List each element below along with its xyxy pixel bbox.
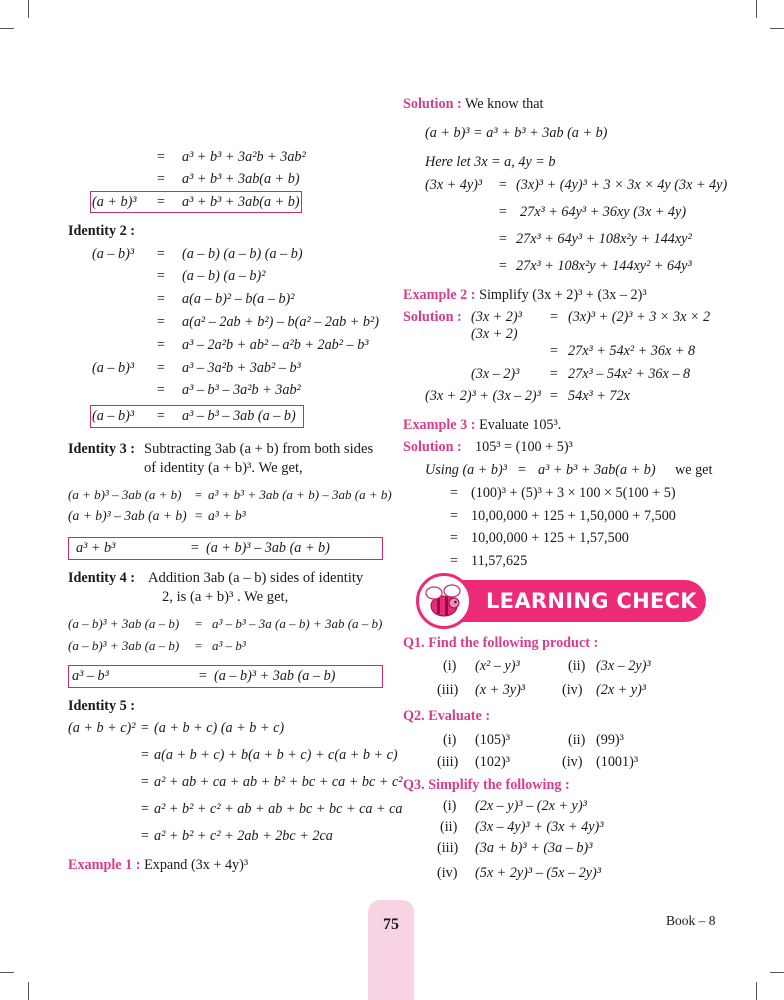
equation-eq: =: [156, 337, 166, 353]
equation-line: =: [156, 149, 166, 165]
q2-item-expr: (105)³: [475, 732, 510, 748]
equation-rhs: (a – b) (a – b) (a – b): [182, 246, 303, 262]
crop-mark: [770, 28, 784, 29]
equation-eq: =: [194, 616, 203, 631]
equation-rhs: a² + b² + c² + ab + ab + bc + bc + ca + ca: [154, 801, 403, 817]
q1-item-number: (iii): [437, 682, 459, 698]
boxed-rhs: (a – b)³ + 3ab (a – b): [214, 668, 336, 684]
q3-item-number: (iv): [437, 865, 458, 881]
equation-lhs: (a – b)³ + 3ab (a – b): [68, 638, 180, 653]
crop-mark: [756, 982, 757, 1000]
equation-lhs: (a – b)³: [92, 360, 135, 376]
boxed-lhs: (a + b)³: [92, 194, 137, 210]
equation-rhs: (a – b) (a – b)²: [182, 268, 266, 284]
equation-rhs: a³ – b³: [212, 638, 246, 653]
equation-rhs: a² + ab + ca + ab + b² + bc + ca + bc + c²: [154, 774, 403, 790]
solution-1-here-let: Here let 3x = a, 4y = b: [425, 154, 556, 170]
page-number-tab: [368, 900, 414, 1000]
identity-4-text: 2, is (a + b)³ . We get,: [162, 589, 289, 605]
equation-eq: =: [140, 801, 150, 817]
solution-3-label: Solution :: [403, 439, 462, 455]
boxed-lhs: a³ + b³: [76, 540, 116, 556]
q2-item-expr: (99)³: [596, 732, 624, 748]
equation-rhs: a³ – 2a²b + ab² – a²b + 2ab² – b³: [182, 337, 369, 353]
equation-eq: =: [498, 258, 508, 274]
boxed-lhs: (a – b)³: [92, 408, 135, 424]
equation-lhs: (a + b)³ – 3ab (a + b): [68, 508, 187, 523]
q2-item-number: (iii): [437, 754, 459, 770]
q1-item-number: (i): [443, 658, 457, 674]
equation-rhs: 54x³ + 72x: [568, 388, 630, 404]
solution-1-identity: (a + b)³ = a³ + b³ + 3ab (a + b): [425, 125, 608, 141]
crop-mark: [28, 0, 29, 18]
example-3-label: Example 3 :: [403, 417, 476, 433]
boxed-eq: =: [156, 408, 166, 424]
equation-rhs: a² + b² + c² + 2ab + 2bc + 2ca: [154, 828, 333, 844]
q2-item-expr: (102)³: [475, 754, 510, 770]
identity-3-text: Subtracting 3ab (a + b) from both sides: [144, 441, 374, 457]
equation-eq: =: [450, 530, 459, 546]
equation-eq: =: [450, 485, 459, 501]
equation-rhs: 10,00,000 + 125 + 1,50,000 + 7,500: [471, 508, 676, 524]
q1-item-expr: (x² – y)³: [475, 658, 520, 674]
equation-eq: =: [194, 638, 203, 653]
identity-3-text: of identity (a + b)³. We get,: [144, 460, 303, 476]
q3-label: Q3.: [403, 777, 425, 793]
q2-title: Evaluate :: [428, 708, 491, 724]
q1-title: Find the following product :: [428, 635, 599, 651]
equation-rhs: 10,00,000 + 125 + 1,57,500: [471, 530, 629, 546]
solution-3-using-tail: we get: [675, 462, 713, 478]
crop-mark: [770, 972, 784, 973]
q3-item-number: (iii): [437, 840, 459, 856]
q2-item-expr: (1001)³: [596, 754, 639, 770]
equation-lhs: (a – b)³ + 3ab (a – b): [68, 616, 180, 631]
equation-rhs: 27x³ – 54x² + 36x – 8: [568, 366, 691, 382]
crop-mark: [0, 972, 14, 973]
q1-item-number: (iv): [562, 682, 583, 698]
q3-header: [403, 776, 570, 794]
equation-rhs: (a + b + c) (a + b + c): [154, 720, 285, 736]
q2-item-number: (iv): [562, 754, 583, 770]
equation-eq: =: [194, 487, 203, 502]
equation-eq: =: [194, 508, 204, 523]
q3-item-number: (i): [443, 798, 457, 814]
q1-label: Q1.: [403, 635, 425, 651]
equation-rhs: a³ – b³ – 3a (a – b) + 3ab (a – b): [212, 616, 383, 631]
solution-3-first: 105³ = (100 + 5)³: [475, 439, 573, 455]
boxed-eq: =: [198, 668, 208, 684]
equation-lhs: (a – b)³: [92, 246, 135, 262]
equation-rhs: (3x)³ + (4y)³ + 3 × 3x × 4y (3x + 4y): [516, 177, 728, 193]
equation-rhs: 11,57,625: [471, 553, 528, 569]
q3-item-expr: (2x – y)³ – (2x + y)³: [475, 798, 587, 814]
identity-2-title: Identity 2 :: [68, 223, 135, 239]
equation-rhs: a³ – b³ – 3a²b + 3ab²: [182, 382, 301, 398]
boxed-eq: =: [156, 194, 166, 210]
q3-item-expr: (5x + 2y)³ – (5x – 2y)³: [475, 865, 602, 881]
equation-rhs: a(a + b + c) + b(a + b + c) + c(a + b + c): [154, 747, 398, 763]
identity-3-title: Identity 3 :: [68, 441, 135, 457]
equation-eq: =: [156, 268, 166, 284]
equation-rhs: 27x³ + 108x²y + 144xy² + 64y³: [516, 258, 692, 274]
equation-rhs: a³ + b³ + 3ab(a + b): [182, 171, 300, 187]
q2-item-number: (i): [443, 732, 457, 748]
boxed-rhs: (a + b)³ – 3ab (a + b): [206, 540, 330, 556]
crop-mark: [28, 982, 29, 1000]
example-2-text: Simplify (3x + 2)³ + (3x – 2)³: [479, 287, 647, 303]
equation-eq: =: [549, 366, 559, 382]
equation-eq: =: [140, 720, 150, 736]
q3-item-expr: (3x – 4y)³ + (3x + 4y)³: [475, 819, 604, 835]
solution-1-label: Solution :: [403, 96, 462, 112]
equation-rhs: a(a – b)² – b(a – b)²: [182, 291, 295, 307]
equation-rhs: (100)³ + (5)³ + 3 × 100 × 5(100 + 5): [471, 485, 676, 501]
equation-rhs: (3x)³ + (2)³ + 3 × 3x × 2: [568, 309, 711, 325]
crop-mark: [0, 28, 14, 29]
q1-header: [403, 634, 598, 652]
q2-item-number: (ii): [568, 732, 586, 748]
example-2-label: Example 2 :: [403, 287, 476, 303]
solution-1-header: [403, 95, 544, 113]
equation-rhs: 27x³ + 64y³ + 36xy (3x + 4y): [520, 204, 687, 220]
equation-rhs: a³ + b³ + 3a²b + 3ab²: [182, 149, 306, 165]
bee-icon: [419, 576, 469, 626]
example-1-text: Expand (3x + 4y)³: [144, 857, 249, 873]
equation-eq: =: [498, 231, 508, 247]
equation-eq: =: [549, 343, 559, 359]
example-1: [68, 856, 248, 874]
boxed-eq: =: [190, 540, 200, 556]
equation-lhs: (a + b + c)²: [68, 720, 136, 736]
equation-eq: =: [450, 508, 459, 524]
equation-eq: =: [140, 747, 150, 763]
q1-item-number: (ii): [568, 658, 586, 674]
equation-rhs: 27x³ + 64y³ + 108x²y + 144xy²: [516, 231, 692, 247]
equation-rhs: a³ + b³: [208, 508, 246, 523]
equation-eq: =: [156, 291, 166, 307]
example-2: [403, 286, 647, 304]
equation-rhs: 27x³ + 54x² + 36x + 8: [568, 343, 696, 359]
identity-5-title: Identity 5 :: [68, 698, 135, 714]
identity-4-title: Identity 4 :: [68, 570, 135, 586]
equation-eq: =: [156, 246, 166, 262]
equation-eq: =: [450, 553, 459, 569]
equation-eq: =: [156, 382, 166, 398]
example-3-text: Evaluate 105³.: [479, 417, 562, 433]
q3-item-number: (ii): [440, 819, 458, 835]
example-1-label: Example 1 :: [68, 857, 141, 873]
solution-2-label: Solution :: [403, 309, 462, 325]
q2-label: Q2.: [403, 708, 425, 724]
equation-lhs: (3x + 2): [471, 326, 518, 342]
solution-3-using: Using (a + b)³: [425, 462, 508, 478]
learning-check-title: LEARNING CHECK – 5.6: [486, 589, 762, 613]
equation-rhs: a³ – 3a²b + 3ab² – b³: [182, 360, 301, 376]
equation-eq: =: [498, 204, 508, 220]
identity-4-text: Addition 3ab (a – b) sides of identity: [148, 570, 364, 586]
solution-3-using-eq: =: [518, 462, 527, 478]
q1-item-expr: (x + 3y)³: [475, 682, 526, 698]
equation-rhs: a(a² – 2ab + b²) – b(a² – 2ab + b²): [182, 314, 379, 330]
q1-item-expr: (3x – 2y)³: [596, 658, 651, 674]
q3-item-expr: (3a + b)³ + (3a – b)³: [475, 840, 593, 856]
equation-lhs: (3x + 2)³ + (3x – 2)³: [425, 388, 541, 404]
crop-mark: [756, 0, 757, 18]
equation-eq: =: [156, 314, 166, 330]
equation-lhs: (3x + 2)³: [471, 309, 522, 325]
boxed-lhs: a³ – b³: [72, 668, 109, 684]
equation-eq: =: [549, 388, 559, 404]
q2-header: [403, 707, 490, 725]
equation-rhs: a³ + b³ + 3ab (a + b) – 3ab (a + b): [208, 487, 392, 502]
equation-eq: =: [156, 360, 166, 376]
equation-line: =: [156, 171, 166, 187]
book-label: Book – 8: [666, 913, 716, 928]
equation-eq: =: [498, 177, 508, 193]
solution-1-text: We know that: [465, 96, 544, 112]
boxed-rhs: a³ – b³ – 3ab (a – b): [182, 408, 296, 424]
equation-eq: =: [549, 309, 559, 325]
equation-eq: =: [140, 828, 150, 844]
q3-title: Simplify the following :: [428, 777, 570, 793]
equation-lhs: (a + b)³ – 3ab (a + b): [68, 487, 182, 502]
q1-item-expr: (2x + y)³: [596, 682, 647, 698]
boxed-rhs: a³ + b³ + 3ab(a + b): [182, 194, 300, 210]
example-3: [403, 416, 561, 434]
bee-mascot-icon: [416, 573, 472, 629]
solution-3-using-rhs: a³ + b³ + 3ab(a + b): [538, 462, 656, 478]
equation-eq: =: [140, 774, 150, 790]
equation-lhs: (3x + 4y)³: [425, 177, 483, 193]
page-number: 75: [383, 916, 399, 933]
equation-lhs: (3x – 2)³: [471, 366, 520, 382]
